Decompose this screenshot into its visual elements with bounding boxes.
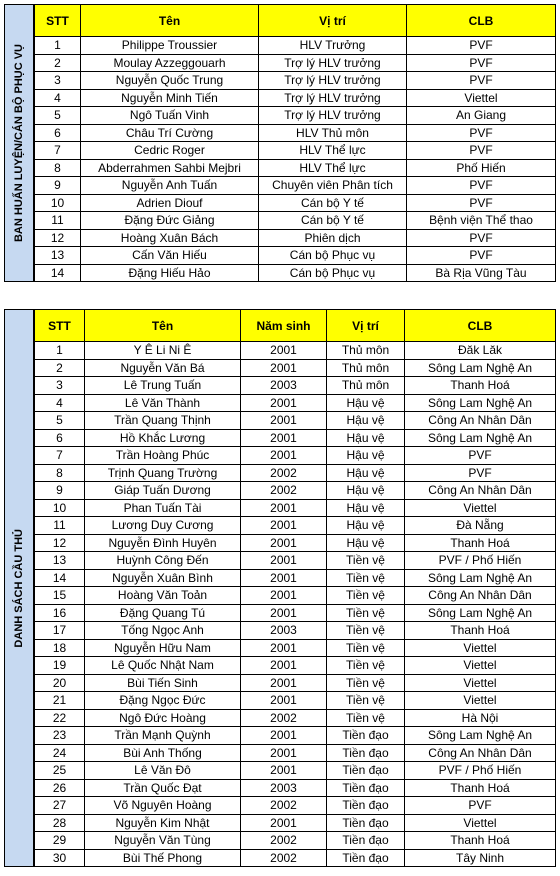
table-cell: Tiền vệ [327,639,405,657]
table-cell: Bùi Tiến Sinh [85,674,241,692]
table-cell: Công An Nhân Dân [405,587,556,605]
table-cell: 2001 [241,587,327,605]
players-table-header [35,310,556,342]
table-cell: Trần Quốc Đạt [85,779,241,797]
table-cell: Thủ môn [327,342,405,360]
table-cell: Hậu vệ [327,464,405,482]
table-row [35,107,556,125]
table-cell: Viettel [405,639,556,657]
table-cell: Hậu vệ [327,447,405,465]
table-row [35,482,556,500]
table-cell: Bà Rịa Vũng Tàu [407,264,556,282]
table-cell: 18 [35,639,85,657]
table-row [35,212,556,230]
table-cell: 2002 [241,849,327,867]
staff-side-label [4,4,34,282]
table-cell: 1 [35,37,81,55]
players-table [34,309,556,867]
table-cell: 2001 [241,552,327,570]
table-cell: Cán bộ Y tế [259,212,407,230]
table-row [35,587,556,605]
table-cell: 23 [35,727,85,745]
table-cell: Tiền vệ [327,657,405,675]
table-cell: 17 [35,622,85,640]
table-cell: PVF [407,142,556,160]
table-cell: 2001 [241,604,327,622]
table-cell: 14 [35,264,81,282]
table-cell: Phan Tuấn Tài [85,499,241,517]
table-cell: Nguyễn Anh Tuấn [81,177,259,195]
column-header: CLB [407,5,556,37]
table-cell: Tống Ngọc Anh [85,622,241,640]
table-cell: Viettel [407,89,556,107]
table-cell: PVF [407,54,556,72]
table-cell: Abderrahmen Sahbi Mejbri [81,159,259,177]
table-cell: Tây Ninh [405,849,556,867]
table-row [35,622,556,640]
table-row [35,72,556,90]
table-cell: PVF [407,229,556,247]
table-cell: 11 [35,212,81,230]
column-header: CLB [405,310,556,342]
column-header: Vị trí [327,310,405,342]
table-cell: 9 [35,482,85,500]
table-cell: Tiền vệ [327,569,405,587]
staff-table-body [35,37,556,282]
table-cell: Thanh Hoá [405,534,556,552]
table-cell: PVF [407,72,556,90]
table-row [35,832,556,850]
table-cell: 6 [35,429,85,447]
table-cell: 4 [35,394,85,412]
table-cell: 13 [35,552,85,570]
table-cell: Hậu vệ [327,429,405,447]
table-cell: Hậu vệ [327,482,405,500]
table-cell: 2001 [241,517,327,535]
table-row [35,342,556,360]
table-cell: Nguyễn Xuân Bình [85,569,241,587]
table-cell: HLV Thể lực [259,159,407,177]
table-cell: Lê Văn Thành [85,394,241,412]
staff-section [4,4,556,282]
table-row [35,124,556,142]
table-cell: 3 [35,72,81,90]
table-row [35,534,556,552]
table-cell: Tiền vệ [327,604,405,622]
table-cell: Viettel [405,674,556,692]
table-cell: 2001 [241,429,327,447]
table-cell: Hoàng Văn Toản [85,587,241,605]
table-cell: Đặng Ngọc Đức [85,692,241,710]
table-cell: 2001 [241,342,327,360]
table-cell: Sông Lam Nghệ An [405,727,556,745]
table-cell: Trợ lý HLV trưởng [259,72,407,90]
table-cell: Bùi Thế Phong [85,849,241,867]
table-cell: 28 [35,814,85,832]
table-cell: 2002 [241,482,327,500]
table-cell: Nguyễn Quốc Trung [81,72,259,90]
table-cell: 2 [35,54,81,72]
table-cell: Bệnh viện Thể thao [407,212,556,230]
table-cell: Tiền đạo [327,744,405,762]
table-cell: Trợ lý HLV trưởng [259,107,407,125]
table-cell: 2001 [241,639,327,657]
table-row [35,447,556,465]
table-cell: Chuyên viên Phân tích [259,177,407,195]
table-row [35,264,556,282]
table-cell: PVF [407,124,556,142]
table-cell: 2003 [241,779,327,797]
table-cell: PVF / Phố Hiến [405,762,556,780]
table-cell: Viettel [405,814,556,832]
table-cell: Viettel [405,657,556,675]
table-cell: 8 [35,159,81,177]
table-cell: 2001 [241,657,327,675]
table-cell: 2001 [241,394,327,412]
table-row [35,377,556,395]
table-cell: 10 [35,499,85,517]
table-cell: Trịnh Quang Trường [85,464,241,482]
table-row [35,674,556,692]
table-cell: Tiền đạo [327,814,405,832]
table-cell: 2001 [241,359,327,377]
table-cell: Viettel [405,499,556,517]
table-cell: Tiền đạo [327,832,405,850]
table-cell: Tiền vệ [327,692,405,710]
table-cell: PVF [407,194,556,212]
table-cell: Tiền đạo [327,779,405,797]
column-header: Tên [85,310,241,342]
table-cell: PVF [405,797,556,815]
table-cell: An Giang [407,107,556,125]
table-cell: 25 [35,762,85,780]
table-cell: 27 [35,797,85,815]
table-cell: 2002 [241,464,327,482]
table-cell: Tiền đạo [327,727,405,745]
table-cell: Trần Mạnh Quỳnh [85,727,241,745]
table-cell: Hậu vệ [327,499,405,517]
table-cell: Phố Hiến [407,159,556,177]
table-row [35,779,556,797]
table-cell: Lê Trung Tuấn [85,377,241,395]
table-cell: 2002 [241,832,327,850]
table-cell: Trần Quang Thịnh [85,412,241,430]
table-cell: HLV Thể lực [259,142,407,160]
table-cell: Hồ Khắc Lương [85,429,241,447]
table-cell: Ngô Tuấn Vinh [81,107,259,125]
table-cell: Đặng Hiếu Hảo [81,264,259,282]
table-cell: 4 [35,89,81,107]
table-cell: 2001 [241,569,327,587]
table-cell: 2001 [241,674,327,692]
column-header: Năm sinh [241,310,327,342]
table-cell: 15 [35,587,85,605]
table-row [35,657,556,675]
table-cell: 16 [35,604,85,622]
table-row [35,159,556,177]
table-cell: 12 [35,229,81,247]
table-cell: Moulay Azzeggouarh [81,54,259,72]
table-cell: 2001 [241,744,327,762]
table-row [35,499,556,517]
table-cell: 9 [35,177,81,195]
column-header: STT [35,310,85,342]
table-cell: HLV Thủ môn [259,124,407,142]
table-cell: 30 [35,849,85,867]
table-cell: 19 [35,657,85,675]
table-cell: 2001 [241,499,327,517]
table-cell: 2001 [241,692,327,710]
table-cell: PVF [407,177,556,195]
table-cell: Châu Trí Cường [81,124,259,142]
table-cell: Hà Nội [405,709,556,727]
table-cell: Đăk Lăk [405,342,556,360]
table-cell: Y Ê Li Ni Ê [85,342,241,360]
table-cell: Nguyễn Kim Nhật [85,814,241,832]
table-cell: 13 [35,247,81,265]
table-cell: Lê Văn Đô [85,762,241,780]
table-row [35,229,556,247]
staff-side-label-text: BAN HUẤN LUYỆN/CÁN BỘ PHỤC VỤ [13,43,25,242]
table-row [35,429,556,447]
table-row [35,692,556,710]
table-cell: Thủ môn [327,377,405,395]
table-cell: 6 [35,124,81,142]
table-cell: Trợ lý HLV trưởng [259,54,407,72]
table-cell: PVF / Phố Hiến [405,552,556,570]
table-cell: 2001 [241,447,327,465]
table-cell: Tiền đạo [327,762,405,780]
table-cell: 5 [35,412,85,430]
table-cell: 29 [35,832,85,850]
table-cell: Lương Duy Cương [85,517,241,535]
table-cell: Trần Hoàng Phúc [85,447,241,465]
players-side-label [4,309,34,867]
table-cell: Cán bộ Phục vụ [259,264,407,282]
table-cell: 2003 [241,377,327,395]
table-row [35,54,556,72]
table-cell: Đặng Quang Tú [85,604,241,622]
table-cell: Tiền đạo [327,849,405,867]
table-row [35,37,556,55]
staff-table [34,4,556,282]
table-cell: Tiền vệ [327,622,405,640]
table-cell: Thanh Hoá [405,377,556,395]
table-row [35,89,556,107]
table-cell: Nguyễn Hữu Nam [85,639,241,657]
table-cell: Cedric Roger [81,142,259,160]
table-row [35,604,556,622]
table-cell: Sông Lam Nghệ An [405,604,556,622]
table-cell: 20 [35,674,85,692]
table-cell: 2001 [241,534,327,552]
table-cell: Công An Nhân Dân [405,744,556,762]
table-cell: Đà Nẵng [405,517,556,535]
table-cell: Sông Lam Nghệ An [405,394,556,412]
table-cell: 2 [35,359,85,377]
table-cell: Tiền vệ [327,709,405,727]
table-cell: Cấn Văn Hiếu [81,247,259,265]
table-cell: Philippe Troussier [81,37,259,55]
table-row [35,517,556,535]
table-cell: Hậu vệ [327,534,405,552]
table-cell: Viettel [405,692,556,710]
table-row [35,177,556,195]
table-cell: Lê Quốc Nhật Nam [85,657,241,675]
table-row [35,194,556,212]
table-cell: 2003 [241,622,327,640]
table-cell: 5 [35,107,81,125]
table-row [35,762,556,780]
table-cell: Trợ lý HLV trưởng [259,89,407,107]
table-cell: Tiền đạo [327,797,405,815]
table-cell: Sông Lam Nghệ An [405,429,556,447]
table-cell: PVF [407,37,556,55]
table-cell: Sông Lam Nghệ An [405,359,556,377]
table-row [35,142,556,160]
table-cell: Thanh Hoá [405,622,556,640]
table-cell: Huỳnh Công Đến [85,552,241,570]
table-row [35,744,556,762]
table-cell: Võ Nguyên Hoàng [85,797,241,815]
table-cell: 2001 [241,412,327,430]
table-cell: Nguyễn Đình Huyên [85,534,241,552]
table-row [35,552,556,570]
table-cell: Hoàng Xuân Bách [81,229,259,247]
players-side-label-text: DANH SÁCH CẦU THỦ [13,528,25,648]
table-cell: 22 [35,709,85,727]
table-cell: 12 [35,534,85,552]
table-cell: Nguyễn Minh Tiến [81,89,259,107]
table-row [35,247,556,265]
table-cell: Nguyễn Văn Tùng [85,832,241,850]
column-header: Tên [81,5,259,37]
table-cell: 11 [35,517,85,535]
table-cell: 24 [35,744,85,762]
table-cell: 2002 [241,797,327,815]
table-cell: Adrien Diouf [81,194,259,212]
table-cell: Đặng Đức Giảng [81,212,259,230]
table-row [35,359,556,377]
table-cell: 14 [35,569,85,587]
table-row [35,709,556,727]
table-cell: Sông Lam Nghệ An [405,569,556,587]
table-row [35,569,556,587]
table-cell: 2001 [241,814,327,832]
table-cell: Thủ môn [327,359,405,377]
table-cell: HLV Trưởng [259,37,407,55]
players-table-body [35,342,556,867]
table-cell: 10 [35,194,81,212]
table-cell: Thanh Hoá [405,832,556,850]
table-row [35,394,556,412]
table-cell: 21 [35,692,85,710]
table-cell: Bùi Anh Thống [85,744,241,762]
table-row [35,849,556,867]
table-cell: Cán bộ Phục vụ [259,247,407,265]
column-header: Vị trí [259,5,407,37]
table-cell: 2001 [241,727,327,745]
table-cell: PVF [405,447,556,465]
table-cell: Công An Nhân Dân [405,482,556,500]
table-cell: Thanh Hoá [405,779,556,797]
table-row [35,464,556,482]
table-cell: 8 [35,464,85,482]
table-cell: Giáp Tuấn Dương [85,482,241,500]
staff-table-header [35,5,556,37]
table-cell: Phiên dịch [259,229,407,247]
table-cell: 3 [35,377,85,395]
table-cell: PVF [405,464,556,482]
table-cell: Hậu vệ [327,517,405,535]
table-cell: Cán bộ Y tế [259,194,407,212]
players-section [4,309,556,867]
table-cell: Nguyễn Văn Bá [85,359,241,377]
table-cell: 2001 [241,762,327,780]
table-cell: Tiền vệ [327,674,405,692]
table-row [35,412,556,430]
table-cell: PVF [407,247,556,265]
table-row [35,727,556,745]
table-cell: Công An Nhân Dân [405,412,556,430]
column-header: STT [35,5,81,37]
table-cell: Hậu vệ [327,412,405,430]
table-cell: Hậu vệ [327,394,405,412]
table-cell: 7 [35,142,81,160]
table-cell: 1 [35,342,85,360]
table-cell: Tiền vệ [327,587,405,605]
table-cell: Tiền vệ [327,552,405,570]
table-row [35,814,556,832]
table-cell: 2002 [241,709,327,727]
table-cell: 7 [35,447,85,465]
table-row [35,797,556,815]
table-cell: Ngô Đức Hoàng [85,709,241,727]
table-row [35,639,556,657]
table-cell: 26 [35,779,85,797]
